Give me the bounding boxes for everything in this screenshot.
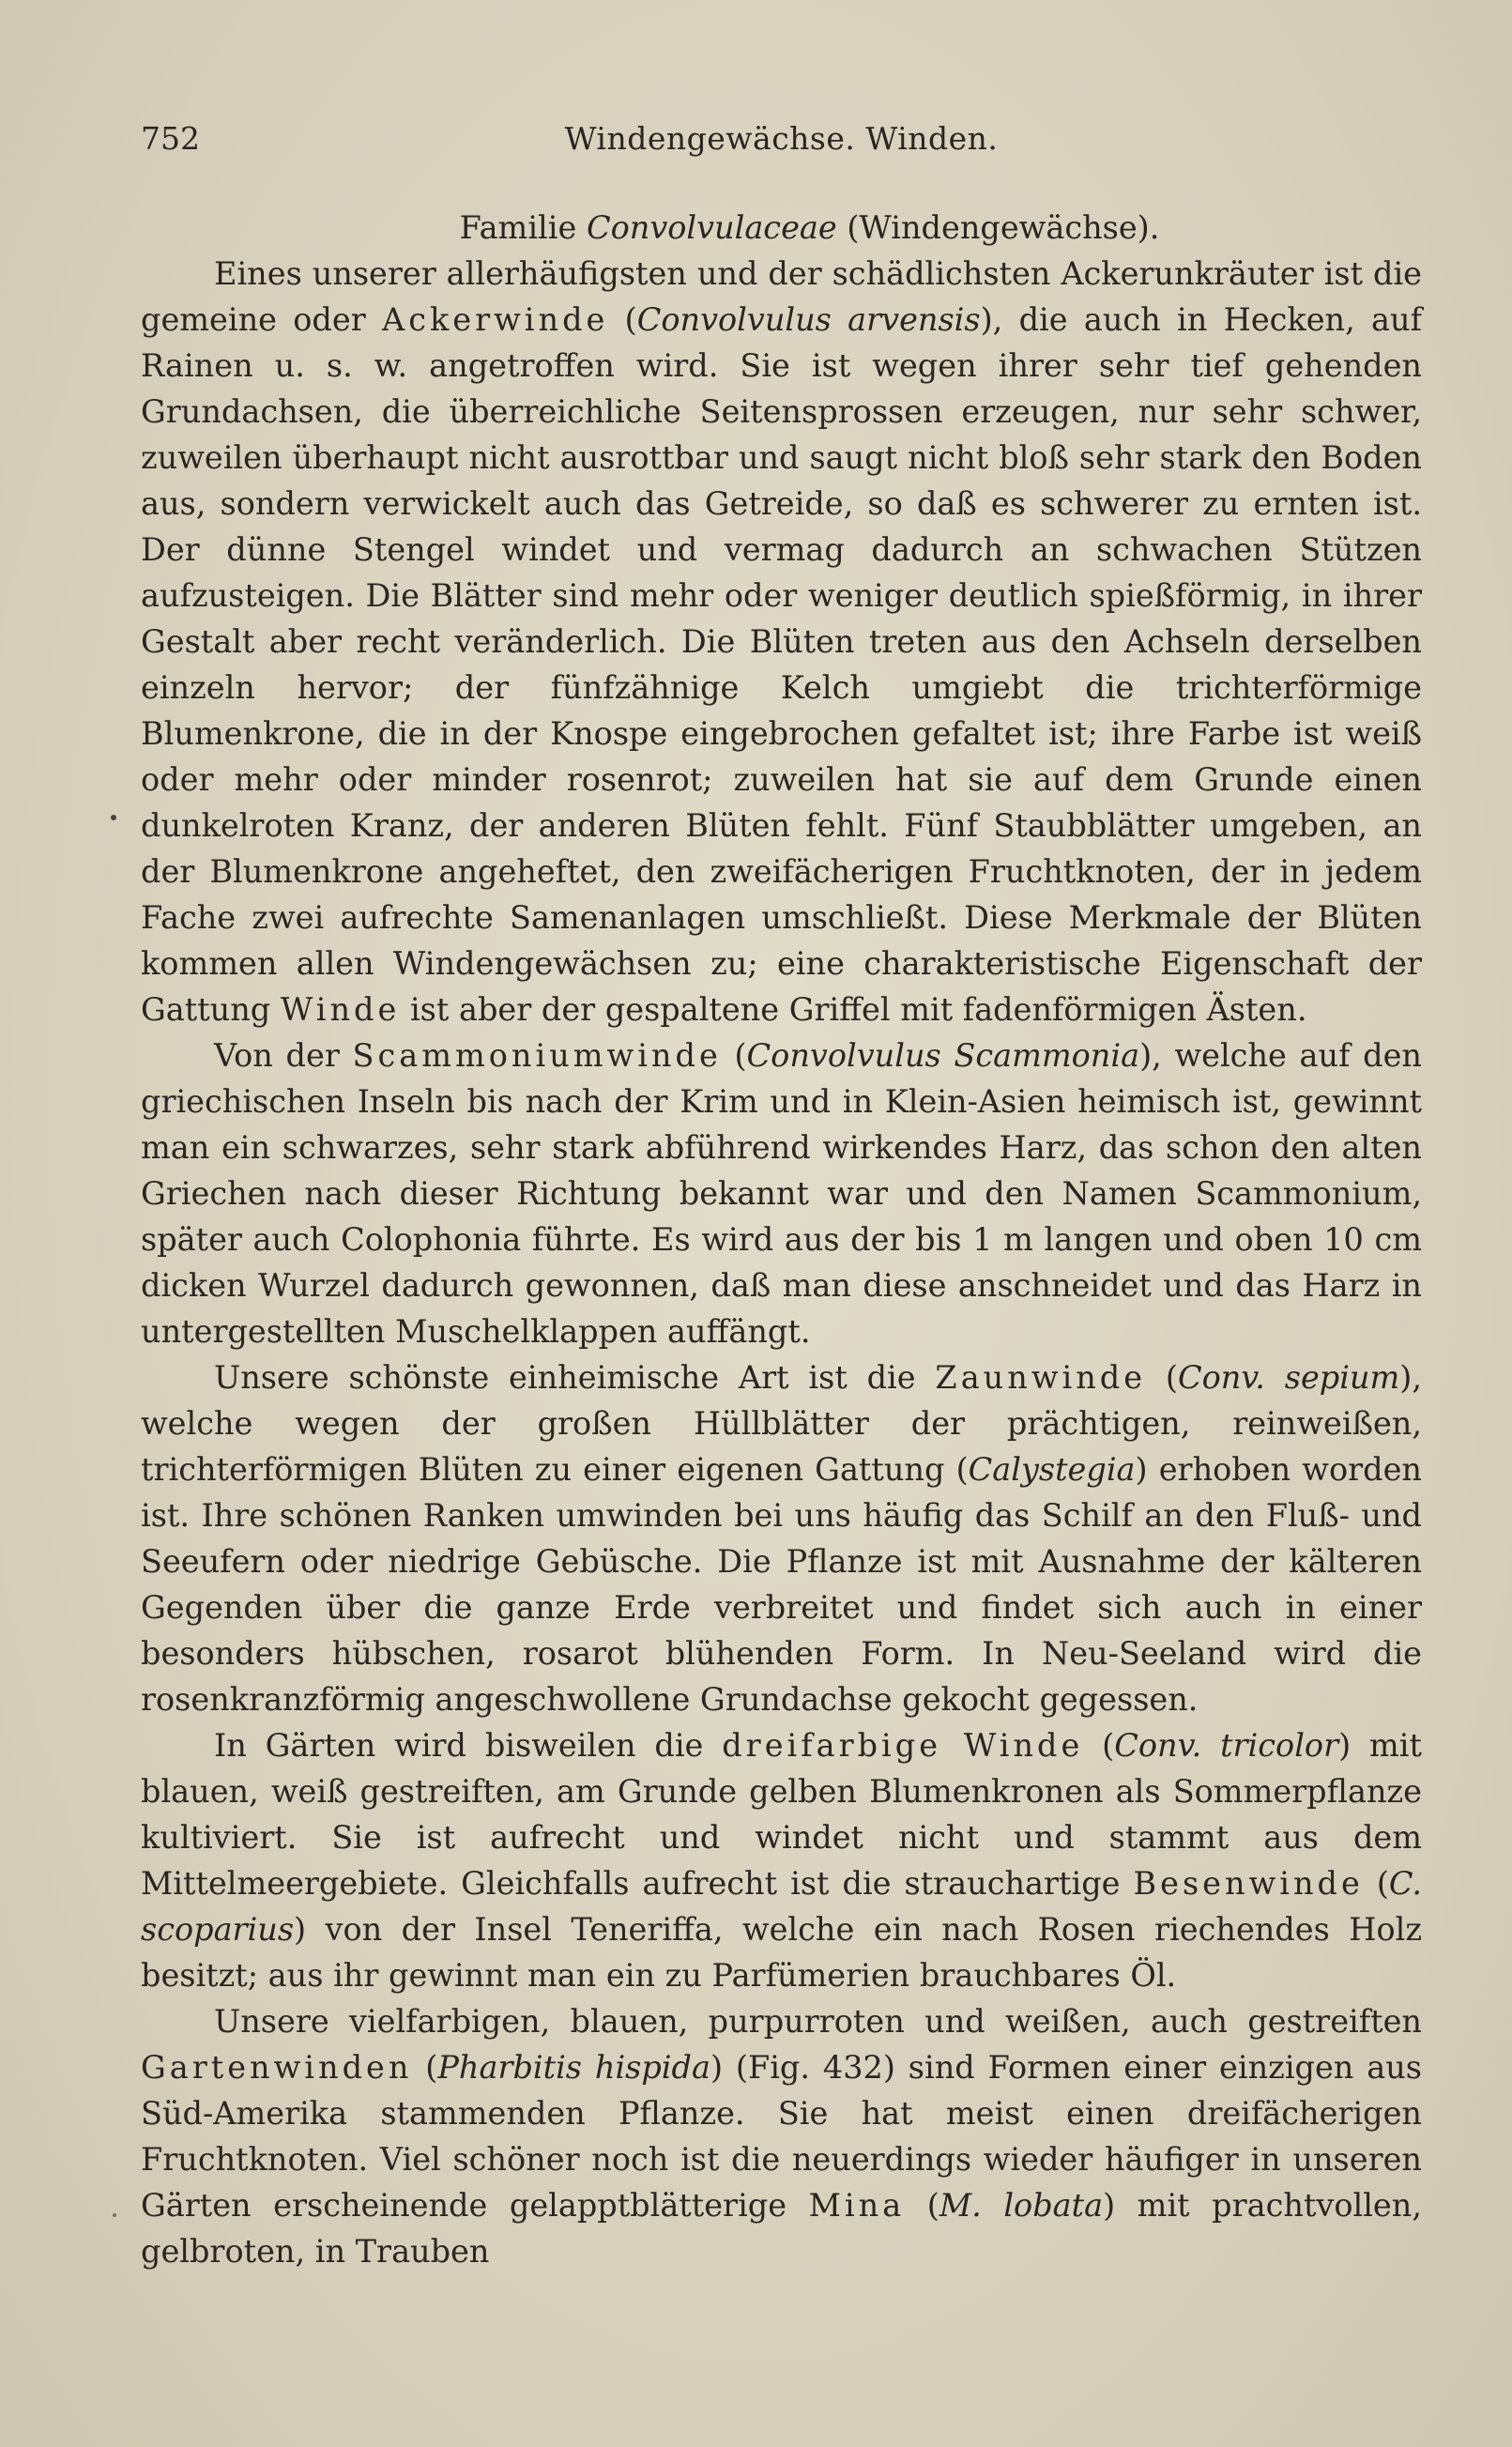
spaced-term: Mina: [808, 2187, 906, 2224]
spaced-term: Ackerwinde: [382, 301, 609, 338]
section-title-prefix: Familie: [459, 209, 587, 246]
latin-name: Pharbitis hispida: [437, 2049, 710, 2086]
text-run: Unsere schönste einheimische Art ist die: [214, 1359, 936, 1396]
spaced-term: dreifarbige Winde: [722, 1727, 1084, 1764]
text-run: In Gärten wird bisweilen die: [214, 1727, 723, 1764]
latin-name: M. lobata: [939, 2187, 1104, 2224]
running-head: Windengewächse. Winden.: [564, 120, 999, 157]
margin-mark: [111, 815, 116, 820]
spaced-term: Gartenwinden: [141, 2049, 413, 2086]
paragraph-ackerwinde: [141, 251, 1422, 1032]
text-run: (: [1146, 1359, 1178, 1396]
text-run: ) mit prachtvollen, gelbroten, in Trauben: [141, 2187, 1422, 2270]
latin-name: Calystegia: [968, 1451, 1136, 1488]
section-title: [141, 205, 1422, 251]
spaced-term: Besenwinde: [1133, 1865, 1364, 1902]
text-run: (: [721, 1037, 747, 1074]
text-run: Von der: [214, 1037, 353, 1074]
latin-name: Convolvulus arvensis: [636, 301, 981, 338]
spaced-term: Zaunwinde: [935, 1359, 1147, 1396]
section-title-latin: Convolvulaceae: [586, 209, 837, 246]
text-run: ), welche auf den griechischen Inseln bis nach der Krim und in Klein-Asien heimisch ist, gewinnt man ein schwarzes, sehr stark abführend wirkendes Harz, das schon den alten Griechen nach dieser Richtung bekannt war und den Namen Scammonium, später auch Colophonia führte. Es wird aus der bis 1 m langen und oben 10 cm dicken Wurzel dadurch gewonnen, daß man diese anschneidet und das Harz in untergestellten Muschelklappen auffängt.: [141, 1037, 1423, 1350]
paragraph-dreifarbige-winde: [141, 1722, 1422, 1998]
paragraph-zaunwinde: [141, 1354, 1422, 1722]
text-run: ) mit blauen, weiß gestreiften, am Grunde gelben Blumenkronen als Sommerpflanze kultiviert. Sie ist aufrecht und windet nicht und stammt aus dem Mittelmeergebiete. Gleichfalls aufrecht ist die strauchartige: [141, 1727, 1422, 1902]
latin-name: Conv. tricolor: [1114, 1727, 1339, 1764]
text-run: ) erhoben worden ist. Ihre schönen Ranken umwinden bei uns häufig das Schilf an den Fluß- und Seeufern oder niedrige Gebüsche. Die Pflanze ist mit Ausnahme der kälteren Gegenden über die ganze Erde verbreitet und findet sich auch in einer besonders hübschen, rosarot blühenden Form. In Neu-Seeland wird die rosenkranzförmig angeschwollene Grundachse gekocht gegessen.: [141, 1451, 1423, 1718]
text-run: (: [905, 2187, 939, 2224]
text-run: ) von der Insel Teneriffa, welche ein nach Rosen riechendes Holz besitzt; aus ihr gewinnt man ein zu Parfümerien brauchbares Öl.: [141, 1911, 1422, 1994]
page-header: [141, 120, 1422, 167]
text-run: (: [412, 2049, 438, 2086]
spaced-term: Scammoniumwinde: [352, 1037, 722, 1074]
text-run: (: [608, 301, 637, 338]
text-run: (: [1363, 1865, 1389, 1902]
text-run: ist aber der gespaltene Griffel mit fadenförmigen Ästen.: [400, 991, 1307, 1028]
page-body: [141, 205, 1422, 2274]
paragraph-gartenwinden: [141, 1998, 1422, 2274]
section-title-suffix: (Windengewächse).: [836, 209, 1160, 246]
text-run: Eines unserer allerhäufigsten und der schädlichsten Ackerunkräuter ist die gemeine oder: [141, 255, 1422, 338]
text-run: Unsere vielfarbigen, blauen, purpurroten und weißen, auch gestreiften: [214, 2003, 1422, 2040]
text-run: ), die auch in Hecken, auf Rainen u. s. w. angetroffen wird. Sie ist wegen ihrer sehr tief gehenden Grundachsen, die überreichliche Seitensprossen erzeugen, nur sehr schwer, zuweilen überhaupt nicht ausrottbar und saugt nicht bloß sehr stark den Boden aus, sondern verwickelt auch das Getreide, so daß es schwerer zu ernten ist. Der dünne Stengel windet und vermag dadurch an schwachen Stützen aufzusteigen. Die Blätter sind mehr oder weniger deutlich spießförmig, in ihrer Gestalt aber recht veränderlich. Die Blüten treten aus den Achseln derselben einzeln hervor; der fünfzähnige Kelch umgiebt die trichterförmige Blumenkrone, die in der Knospe eingebrochen gefaltet ist; ihre Farbe ist weiß oder mehr oder minder rosenrot; zuweilen hat sie auf dem Grunde einen dunkelroten Kranz, der anderen Blüten fehlt. Fünf Staubblätter umgeben, an der Blumenkrone angeheftet, den zweifächerigen Fruchtknoten, der in jedem Fache zwei aufrechte Samenanlagen umschließt. Diese Merkmale der Blüten kommen allen Windengewächsen zu; eine charakteristische Eigenschaft der Gattung: [141, 301, 1422, 1028]
spaced-term: Winde: [280, 991, 401, 1028]
text-run: ), welche wegen der großen Hüllblätter der prächtigen, reinweißen, trichterförmigen Blüten zu einer eigenen Gattung (: [141, 1359, 1422, 1488]
paragraph-scammoniumwinde: [141, 1032, 1422, 1354]
page-number: 752: [141, 120, 200, 157]
latin-name: C. scoparius: [141, 1865, 1423, 1948]
text-run: ) (Fig. 432) sind Formen einer einzigen aus Süd-Amerika stammenden Pflanze. Sie hat meist einen dreifächerigen Fruchtknoten. Viel schöner noch ist die neuerdings wieder häufiger in unseren Gärten erscheinende gelapptblätterige: [141, 2049, 1423, 2224]
margin-mark: [113, 2213, 116, 2217]
latin-name: Conv. sepium: [1177, 1359, 1400, 1396]
text-run: (: [1083, 1727, 1115, 1764]
latin-name: Convolvulus Scammonia: [746, 1037, 1140, 1074]
